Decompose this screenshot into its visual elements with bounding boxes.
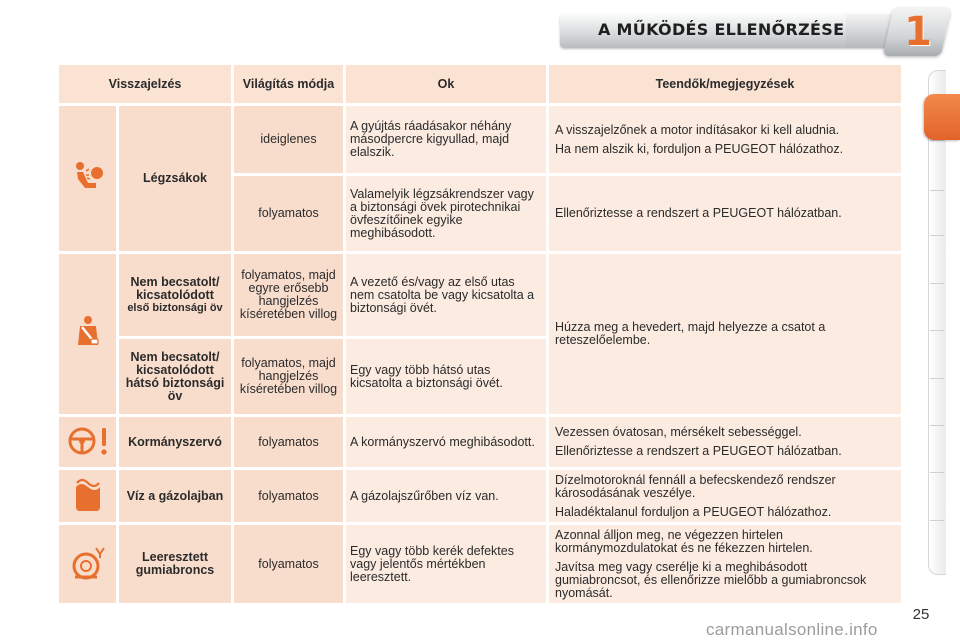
cause-cell: Egy vagy több kerék defektes vagy jelentős mértékben leeresztett. xyxy=(346,525,546,603)
action-cell xyxy=(549,176,901,251)
water-label: Víz a gázolajban xyxy=(119,470,231,522)
mode-cell: ideiglenes xyxy=(234,106,343,173)
airbag-label: Légzsákok xyxy=(119,106,231,251)
table-header-row xyxy=(59,65,901,103)
col-header-cause: Ok xyxy=(346,65,546,103)
chapter-tab-divider xyxy=(930,472,944,473)
cause-cell: A vezető és/vagy az első utas nem csatolta be vagy kicsatolta a biztonsági övét. xyxy=(346,254,546,336)
mode-cell: folyamatos xyxy=(234,525,343,603)
action-text: A visszajelzőnek a motor indításakor ki kell aludnia. xyxy=(555,122,840,137)
chapter-tab-divider xyxy=(930,190,944,191)
chapter-tab-divider xyxy=(930,283,944,284)
airbag-icon-cell xyxy=(59,106,116,251)
mode-cell: folyamatos xyxy=(234,470,343,522)
chapter-tab-divider xyxy=(930,330,944,331)
mode-cell: folyamatos, majd hangjelzés kíséretében villog xyxy=(234,339,343,414)
steering-warning-icon xyxy=(66,424,110,458)
chapter-tab-divider xyxy=(930,235,944,236)
cause-cell: Valamelyik légzsákrendszer vagy a biztonsági övek pirotechnikai övfeszítőinek egyike meghibásodott. xyxy=(346,176,546,251)
mode-cell: folyamatos xyxy=(234,176,343,251)
action-text: Haladéktalanul forduljon a PEUGEOT hálózathoz. xyxy=(555,504,832,519)
chapter-tab-divider xyxy=(930,520,944,521)
airbag-icon xyxy=(70,159,106,195)
seatbelt-icon xyxy=(71,315,105,351)
col-header-action: Teendők/megjegyzések xyxy=(549,65,901,103)
watermark: carmanualsonline.info xyxy=(706,620,878,639)
col-header-mode: Világítás módja xyxy=(234,65,343,103)
mode-cell: folyamatos, majd egyre erősebb hangjelzés kíséretében villog xyxy=(234,254,343,336)
action-cell xyxy=(549,525,901,603)
chapter-tab-rail xyxy=(928,70,946,575)
chapter-tab-divider xyxy=(930,425,944,426)
chapter-tab-divider xyxy=(930,378,944,379)
table-row xyxy=(59,106,901,173)
steering-icon-cell xyxy=(59,417,116,467)
action-text: Azonnal álljon meg, ne végezzen hirtelen kormánymozdulatokat és ne fékezzen hirtelen. xyxy=(555,527,813,555)
action-cell xyxy=(549,254,901,414)
action-text: Vezessen óvatosan, mérsékelt sebességgel. xyxy=(555,425,802,439)
action-text: Ellenőriztesse a rendszert a PEUGEOT hálózatban. xyxy=(555,206,842,220)
action-cell xyxy=(549,417,901,467)
action-cell xyxy=(549,470,901,522)
tyre-label: Leeresztett gumiabroncs xyxy=(119,525,231,603)
cause-cell: A kormányszervó meghibásodott. xyxy=(346,417,546,467)
table-row xyxy=(59,470,901,522)
front-seatbelt-label xyxy=(119,254,231,336)
water-icon-cell xyxy=(59,470,116,522)
cause-cell: A gyújtás ráadásakor néhány másodpercre kigyullad, majd elalszik. xyxy=(346,106,546,173)
action-text: Javítsa meg vagy cserélje ki a meghibásodott gumiabroncsot, és ellenőrizze mielőbb a gumiabroncsok nyomását. xyxy=(555,559,867,600)
table-row xyxy=(59,417,901,467)
action-text: Ha nem alszik ki, forduljon a PEUGEOT hálózathoz. xyxy=(555,141,844,156)
chapter-tab-active[interactable] xyxy=(924,94,960,140)
seatbelt-icon-cell xyxy=(59,254,116,414)
action-text: Húzza meg a hevedert, majd helyezze a csatot a reteszelőelembe. xyxy=(555,320,826,347)
chapter-number: 1 xyxy=(904,9,932,55)
front-seatbelt-label-main: Nem becsatolt/ kicsatolódott xyxy=(130,274,220,302)
cause-cell: Egy vagy több hátsó utas kicsatolta a biztonsági övét. xyxy=(346,339,546,414)
tyre-icon-cell xyxy=(59,525,116,603)
action-text: Ellenőriztesse a rendszert a PEUGEOT hálózatban. xyxy=(555,444,842,458)
col-header-warning: Visszajelzés xyxy=(59,65,231,103)
action-cell xyxy=(549,106,901,173)
tyre-pressure-icon xyxy=(69,544,107,582)
page-number: 25 xyxy=(912,606,930,623)
rear-seatbelt-label: Nem becsatolt/ kicsatolódott hátsó biztonsági öv xyxy=(119,339,231,414)
front-seatbelt-label-sub: első biztonsági öv xyxy=(127,301,223,314)
water-in-diesel-icon xyxy=(73,477,103,513)
warning-lights-table xyxy=(56,62,904,606)
mode-cell: folyamatos xyxy=(234,417,343,467)
cause-cell: A gázolajszűrőben víz van. xyxy=(346,470,546,522)
table-row xyxy=(59,525,901,603)
action-text: Dízelmotoroknál fennáll a befecskendező rendszer károsodásának veszélye. xyxy=(555,472,836,500)
table-row xyxy=(59,254,901,336)
steering-label: Kormányszervó xyxy=(119,417,231,467)
page-title: A MŰKÖDÉS ELLENŐRZÉSE xyxy=(598,20,845,39)
chapter-tab-divider xyxy=(930,140,944,141)
